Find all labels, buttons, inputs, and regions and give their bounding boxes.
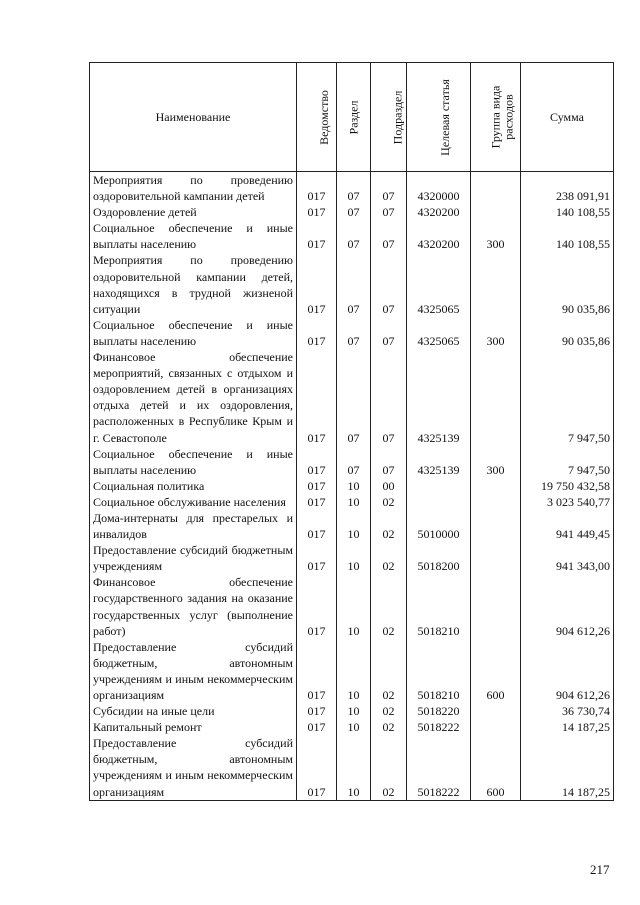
row-dept: 017 bbox=[297, 719, 337, 735]
row-target: 4320200 bbox=[407, 220, 471, 252]
row-group bbox=[471, 542, 521, 574]
row-subsection: 07 bbox=[371, 446, 407, 478]
row-group bbox=[471, 349, 521, 446]
row-amount: 140 108,55 bbox=[521, 204, 614, 220]
row-target bbox=[407, 494, 471, 510]
row-target: 5018210 bbox=[407, 574, 471, 638]
row-amount: 3 023 540,77 bbox=[521, 494, 614, 510]
table-row bbox=[90, 735, 614, 800]
row-name: Социальное обеспечение и иные выплаты населению bbox=[90, 317, 297, 349]
table-row bbox=[90, 204, 614, 220]
row-amount: 90 035,86 bbox=[521, 317, 614, 349]
row-group: 300 bbox=[471, 220, 521, 252]
row-target bbox=[407, 478, 471, 494]
row-name: Финансовое обеспечение мероприятий, связанных с отдыхом и оздоровлением детей в организациях отдыха детей и их оздоровления, расположенных в Республике Крым и г. Севастополе bbox=[90, 349, 297, 446]
row-target: 4325139 bbox=[407, 349, 471, 446]
table-row bbox=[90, 478, 614, 494]
row-name: Субсидии на иные цели bbox=[90, 703, 297, 719]
row-target: 4325139 bbox=[407, 446, 471, 478]
table-row bbox=[90, 220, 614, 252]
row-name: Социальная политика bbox=[90, 478, 297, 494]
header-section: Раздел bbox=[337, 63, 371, 172]
row-amount: 7 947,50 bbox=[521, 446, 614, 478]
row-group bbox=[471, 719, 521, 735]
row-name: Социальное обслуживание населения bbox=[90, 494, 297, 510]
row-amount: 14 187,25 bbox=[521, 735, 614, 800]
row-name: Капитальный ремонт bbox=[90, 719, 297, 735]
row-section: 10 bbox=[337, 574, 371, 638]
row-dept: 017 bbox=[297, 172, 337, 205]
header-expense-group bbox=[471, 63, 521, 172]
row-section: 10 bbox=[337, 510, 371, 542]
row-amount: 19 750 432,58 bbox=[521, 478, 614, 494]
row-dept: 017 bbox=[297, 252, 337, 316]
row-amount: 904 612,26 bbox=[521, 574, 614, 638]
row-amount: 140 108,55 bbox=[521, 220, 614, 252]
row-group bbox=[471, 478, 521, 494]
row-dept: 017 bbox=[297, 494, 337, 510]
row-name: Социальное обеспечение и иные выплаты населению bbox=[90, 446, 297, 478]
row-group bbox=[471, 703, 521, 719]
row-section: 10 bbox=[337, 719, 371, 735]
row-section: 07 bbox=[337, 349, 371, 446]
table-row bbox=[90, 317, 614, 349]
table-header bbox=[90, 63, 614, 172]
row-amount: 90 035,86 bbox=[521, 252, 614, 316]
row-group: 300 bbox=[471, 446, 521, 478]
row-dept: 017 bbox=[297, 446, 337, 478]
row-group: 600 bbox=[471, 735, 521, 800]
row-section: 07 bbox=[337, 446, 371, 478]
row-amount: 238 091,91 bbox=[521, 172, 614, 205]
header-expense-group-line1: Группа вида bbox=[488, 85, 503, 148]
row-section: 10 bbox=[337, 735, 371, 800]
header-amount: Сумма bbox=[521, 63, 614, 172]
row-section: 10 bbox=[337, 494, 371, 510]
row-group: 300 bbox=[471, 317, 521, 349]
row-subsection: 02 bbox=[371, 574, 407, 638]
row-group bbox=[471, 252, 521, 316]
row-subsection: 07 bbox=[371, 317, 407, 349]
row-subsection: 02 bbox=[371, 735, 407, 800]
row-dept: 017 bbox=[297, 735, 337, 800]
header-expense-group-line2: расходов bbox=[501, 93, 516, 140]
row-group bbox=[471, 494, 521, 510]
row-amount: 904 612,26 bbox=[521, 639, 614, 703]
row-subsection: 02 bbox=[371, 703, 407, 719]
budget-table bbox=[89, 62, 614, 801]
row-target: 5018222 bbox=[407, 719, 471, 735]
row-group bbox=[471, 172, 521, 205]
row-target: 5018220 bbox=[407, 703, 471, 719]
row-dept: 017 bbox=[297, 703, 337, 719]
row-target: 4320200 bbox=[407, 204, 471, 220]
header-subsection: Подраздел bbox=[371, 63, 407, 172]
row-section: 07 bbox=[337, 220, 371, 252]
row-subsection: 02 bbox=[371, 639, 407, 703]
row-subsection: 02 bbox=[371, 510, 407, 542]
table-row bbox=[90, 542, 614, 574]
row-amount: 36 730,74 bbox=[521, 703, 614, 719]
row-section: 10 bbox=[337, 639, 371, 703]
row-group bbox=[471, 204, 521, 220]
table-row bbox=[90, 349, 614, 446]
row-section: 10 bbox=[337, 703, 371, 719]
table-row bbox=[90, 639, 614, 703]
row-dept: 017 bbox=[297, 317, 337, 349]
row-subsection: 02 bbox=[371, 542, 407, 574]
row-amount: 941 343,00 bbox=[521, 542, 614, 574]
row-target: 4320000 bbox=[407, 172, 471, 205]
row-subsection: 02 bbox=[371, 494, 407, 510]
table-row bbox=[90, 494, 614, 510]
row-name: Предоставление субсидий бюджетным, автономным учреждениям и иным некоммерческим организациям bbox=[90, 735, 297, 800]
header-name: Наименование bbox=[90, 63, 297, 172]
row-section: 07 bbox=[337, 317, 371, 349]
row-name: Мероприятия по проведению оздоровительной кампании детей, находящихся в трудной жизненой ситуации bbox=[90, 252, 297, 316]
row-target: 5010000 bbox=[407, 510, 471, 542]
row-name: Предоставление субсидий бюджетным учреждениям bbox=[90, 542, 297, 574]
row-amount: 7 947,50 bbox=[521, 349, 614, 446]
row-section: 07 bbox=[337, 204, 371, 220]
row-subsection: 07 bbox=[371, 252, 407, 316]
row-section: 10 bbox=[337, 478, 371, 494]
header-target: Целевая статья bbox=[407, 63, 471, 172]
row-target: 5018200 bbox=[407, 542, 471, 574]
row-name: Предоставление субсидий бюджетным, автономным учреждениям и иным некоммерческим организациям bbox=[90, 639, 297, 703]
row-section: 07 bbox=[337, 172, 371, 205]
row-target: 5018222 bbox=[407, 735, 471, 800]
row-dept: 017 bbox=[297, 349, 337, 446]
row-dept: 017 bbox=[297, 542, 337, 574]
table-row bbox=[90, 446, 614, 478]
row-group bbox=[471, 510, 521, 542]
row-subsection: 07 bbox=[371, 349, 407, 446]
row-amount: 14 187,25 bbox=[521, 719, 614, 735]
table-row bbox=[90, 574, 614, 638]
row-section: 07 bbox=[337, 252, 371, 316]
table-row bbox=[90, 172, 614, 205]
table-row bbox=[90, 719, 614, 735]
table-row bbox=[90, 252, 614, 316]
row-group bbox=[471, 574, 521, 638]
row-group: 600 bbox=[471, 639, 521, 703]
row-subsection: 07 bbox=[371, 172, 407, 205]
row-subsection: 07 bbox=[371, 220, 407, 252]
row-target: 4325065 bbox=[407, 317, 471, 349]
row-subsection: 02 bbox=[371, 719, 407, 735]
table-row bbox=[90, 510, 614, 542]
row-name: Мероприятия по проведению оздоровительной кампании детей bbox=[90, 172, 297, 205]
row-subsection: 07 bbox=[371, 204, 407, 220]
table-row bbox=[90, 703, 614, 719]
row-dept: 017 bbox=[297, 220, 337, 252]
row-dept: 017 bbox=[297, 204, 337, 220]
row-target: 5018210 bbox=[407, 639, 471, 703]
row-name: Дома-интернаты для престарелых и инвалидов bbox=[90, 510, 297, 542]
row-dept: 017 bbox=[297, 478, 337, 494]
row-target: 4325065 bbox=[407, 252, 471, 316]
row-name: Финансовое обеспечение государственного задания на оказание государственных услуг (выполнение работ) bbox=[90, 574, 297, 638]
row-subsection: 00 bbox=[371, 478, 407, 494]
page-number: 217 bbox=[590, 862, 610, 877]
table-body bbox=[90, 172, 614, 801]
row-section: 10 bbox=[337, 542, 371, 574]
row-dept: 017 bbox=[297, 639, 337, 703]
row-amount: 941 449,45 bbox=[521, 510, 614, 542]
row-name: Социальное обеспечение и иные выплаты населению bbox=[90, 220, 297, 252]
row-dept: 017 bbox=[297, 574, 337, 638]
header-dept: Ведомство bbox=[297, 63, 337, 172]
row-dept: 017 bbox=[297, 510, 337, 542]
row-name: Оздоровление детей bbox=[90, 204, 297, 220]
